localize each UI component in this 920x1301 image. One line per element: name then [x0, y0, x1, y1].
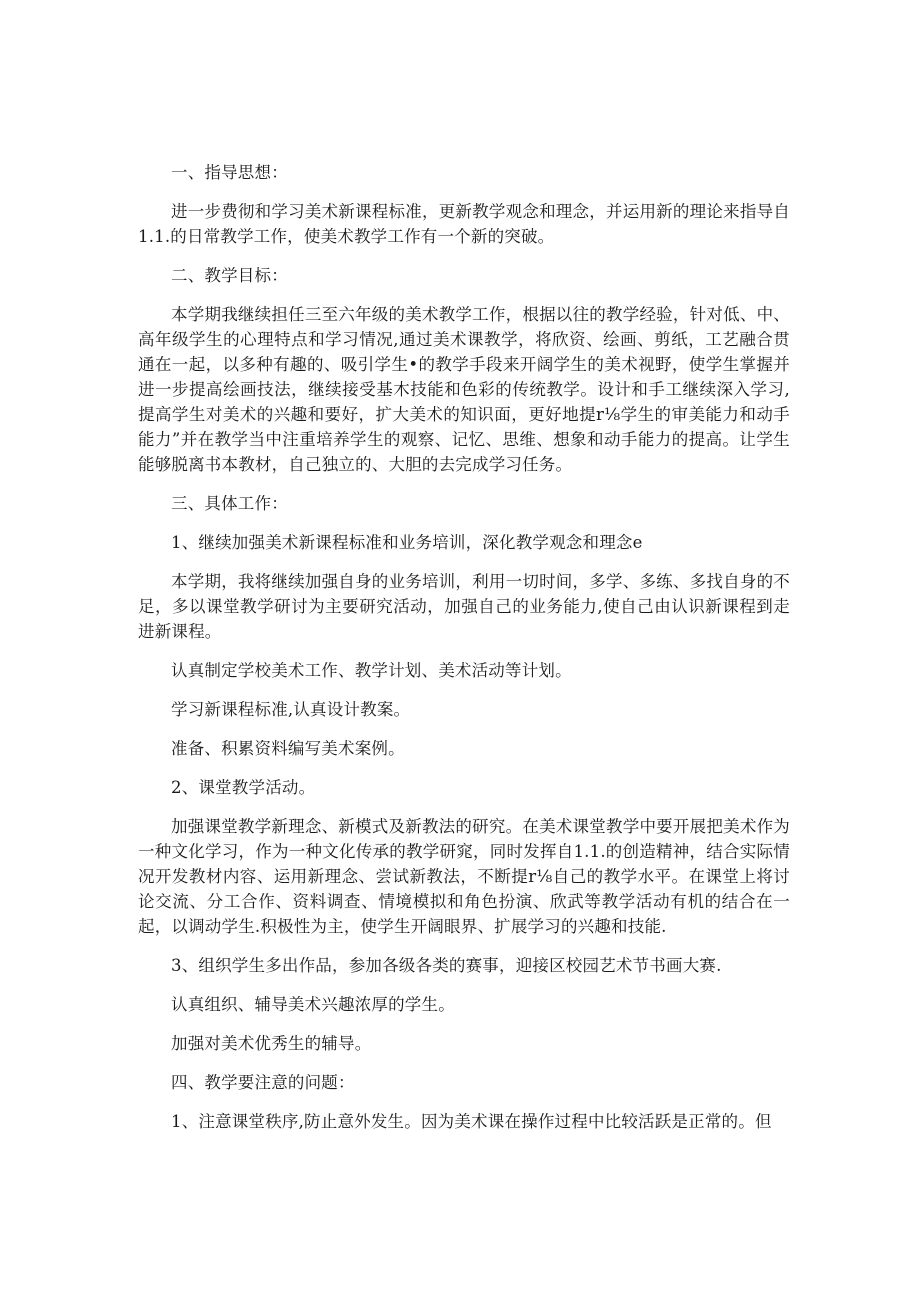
paragraph-training: 本学期，我将继续加强自身的业务培训，利用一切时间，多学、多练、多找自身的不足，多以课堂教学研讨为主要研究活动，加强自己的业务能力,使自己由认识新课程到走进新课程。	[138, 572, 790, 641]
heading-guiding-ideology: 一、指导思想：	[171, 163, 288, 182]
heading-specific-work: 三、具体工作：	[171, 494, 288, 513]
paragraph-guiding-ideology: 进一步费彻和学习美术新课程标准，更新教学观念和理念，并运用新的理论来指导自1.1.的日常教学工作，使美术教学工作有一个新的突破。	[138, 202, 790, 246]
item-organize-students: 认真组织、辅导美术兴趣浓厚的学生。	[171, 995, 455, 1014]
item-prepare-cases: 准备、积累资料编写美术案例。	[171, 739, 405, 758]
item-3-competitions: 3、组织学生多出作品，参加各级各类的赛事，迎接区校园艺术节书画大赛.	[171, 956, 722, 975]
item-1-classroom-order: 1、注意课堂秩序,防止意外发生。因为美术课在操作过程中比较活跃是正常的。但	[171, 1112, 772, 1131]
item-study-standards: 学习新课程标准,认真设计教案。	[171, 700, 411, 719]
item-top-students: 加强对美术优秀生的辅导。	[171, 1034, 372, 1053]
heading-issues: 四、教学要注意的问题：	[171, 1073, 355, 1092]
item-make-plans: 认真制定学校美术工作、教学计划、美术活动等计划。	[171, 661, 572, 680]
item-2-classroom: 2、课堂教学活动。	[171, 778, 316, 797]
item-1-training: 1、继续加强美术新课程标准和业务培训，深化教学观念和理念e	[171, 533, 643, 552]
heading-teaching-goals: 二、教学目标：	[171, 266, 288, 285]
document-body	[138, 160, 790, 1148]
paragraph-classroom: 加强课堂教学新理念、新模式及新教法的研究。在美术课堂教学中要开展把美术作为一种文化学习，作为一种文化传承的教学研窕，同时发挥自1.1.的创造精神，结合实际情况开发教材内容、运用新理念、尝试新教法，不断提r⅛自己的教学水平。在课堂上将讨论交流、分工合作、资料调查、情境模拟和角色扮演、欣武等教学活动有机的结合在一起，以调动学生.积极性为主，使学生开阔眼界、扩展学习的兴趣和技能.	[138, 817, 790, 936]
paragraph-teaching-goals: 本学期我继续担任三至六年级的美术教学工作，根据以往的教学经验，针对低、中、高年级学生的心理特点和学习情况,通过美术课教学，将欣资、绘画、剪纸，工艺融合贯通在一起，以多种有趣的、吸引学生•的教学手段来开阔学生的美术视野，使学生掌握并进一步提高绘画技法，继续接受基木技能和色彩的传统教学。设计和手工继续深入学习,提高学生对美术的兴趣和要好，扩大美术的知识面，更好地提r⅛学生的审美能力和动手能力”并在教学当中注重培养学生的观察、记忆、思维、想象和动手能力的提高。让学生能够脱离书本教材，自己独立的、大胆的去完成学习任务。	[138, 305, 790, 474]
